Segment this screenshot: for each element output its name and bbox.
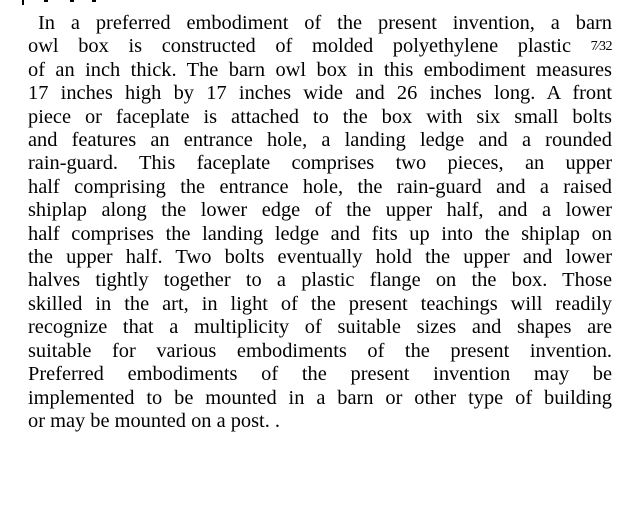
cropped-text-marks xyxy=(22,0,102,6)
text-line: and features an entrance hole, a landing ledge and a rounded xyxy=(28,129,612,152)
text-line: half comprising the entrance hole, the rain-guard and a raised xyxy=(28,175,612,198)
text-line: piece or faceplate is attached to the box with six small bolts xyxy=(28,105,612,128)
text-line: implemented to be mounted in a barn or other type of building xyxy=(28,386,612,409)
text-line: of an inch thick. The barn owl box in this embodiment measures xyxy=(28,58,612,81)
text-line: or may be mounted on a post. . xyxy=(28,409,281,432)
text-line: the upper half. Two bolts eventually hold the upper and lower xyxy=(28,246,612,269)
text-line: skilled in the art, in light of the present teachings will readily xyxy=(28,292,612,315)
text-line: recognize that a multiplicity of suitable sizes and shapes are xyxy=(28,316,612,339)
text-line: rain-guard. This faceplate comprises two pieces, an upper xyxy=(28,152,612,175)
text-line xyxy=(28,35,612,58)
text-line: half comprises the landing ledge and fits up into the shiplap on xyxy=(28,222,612,245)
body-paragraph xyxy=(28,12,612,433)
text-line: shiplap along the lower edge of the upper half, and a lower xyxy=(28,199,612,222)
text-line-segment: owl box is constructed of molded polyethylene plastic xyxy=(28,35,591,58)
text-line: halves tightly together to a plastic flange on the box. Those xyxy=(28,269,612,292)
text-line: suitable for various embodiments of the present invention. xyxy=(28,339,612,362)
thickness-fraction: 7⁄32 xyxy=(590,39,612,55)
text-line: Preferred embodiments of the present invention may be xyxy=(28,363,612,386)
text-line: 17 inches high by 17 inches wide and 26 inches long. A front xyxy=(28,82,612,105)
text-line: In a preferred embodiment of the present invention, a barn xyxy=(38,12,612,34)
